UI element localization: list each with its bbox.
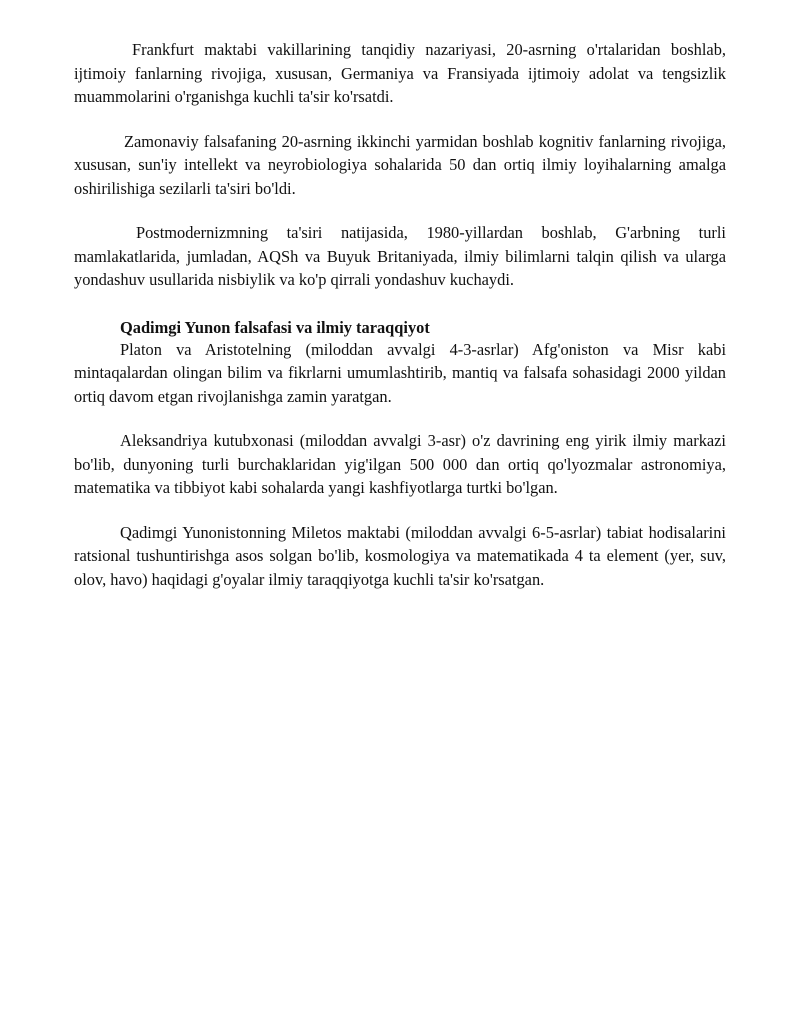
paragraph-alexandria-library: Aleksandriya kutubxonasi (miloddan avvalgi 3-asr) o'z davrining eng yirik ilmiy markazi bo'lib, dunyoning turli burchaklaridan yig'ilgan 500 000 dan ortiq qo'lyozmalar astronomiya, matematika va tibbiyot kabi sohalarda yangi kashfiyotlarga turtki bo'lgan. [74, 431, 726, 497]
paragraph-postmodernism: Postmodernizmning ta'siri natijasida, 1980-yillardan boshlab, G'arbning turli mamlakatlarida, jumladan, AQSh va Buyuk Britaniyada, ilmiy bilimlarni talqin qilish va ularga yondashuv usullarida nisbiylik va ko'p qirrali yondashuv kuchaydi. [74, 223, 726, 289]
document-page [74, 38, 726, 591]
paragraph-plato-aristotle: Platon va Aristotelning (miloddan avvalgi 4-3-asrlar) Afg'oniston va Misr kabi mintaqalardan olingan bilim va fikrlarni umumlashtirib, mantiq va falsafa sohasidagi 2000 yildan ortiq davom etgan rivojlanishga zamin yaratgan. [74, 339, 726, 406]
section-heading: Qadimgi Yunon falsafasi va ilmiy taraqqiyot [120, 317, 430, 337]
paragraph-miletus-school: Qadimgi Yunonistonning Miletos maktabi (miloddan avvalgi 6-5-asrlar) tabiat hodisalarini ratsional tushuntirishga asos solgan bo'lib, kosmologiya va matematikada 4 ta element (yer, suv, olov, havo) haqidagi g'oyalar ilmiy taraqqiyotga kuchli ta'sir ko'rsatgan. [74, 522, 726, 589]
paragraph-modern-philosophy: Zamonaviy falsafaning 20-asrning ikkinchi yarmidan boshlab kognitiv fanlarning rivojiga, xususan, sun'iy intellekt va neyrobiologiya sohalarida 50 dan ortiq ilmiy loyihalarning amalga oshirilishiga sezilarli ta'siri bo'ldi. [74, 131, 726, 198]
paragraph-frankfurt-school: Frankfurt maktabi vakillarining tanqidiy nazariyasi, 20-asrning o'rtalaridan boshlab, ijtimoiy fanlarning rivojiga, xususan, Germaniya va Fransiyada ijtimoiy adolat va tengsizlik muammolarini o'rganishga kuchli ta'sir ko'rsatdi. [74, 40, 726, 106]
